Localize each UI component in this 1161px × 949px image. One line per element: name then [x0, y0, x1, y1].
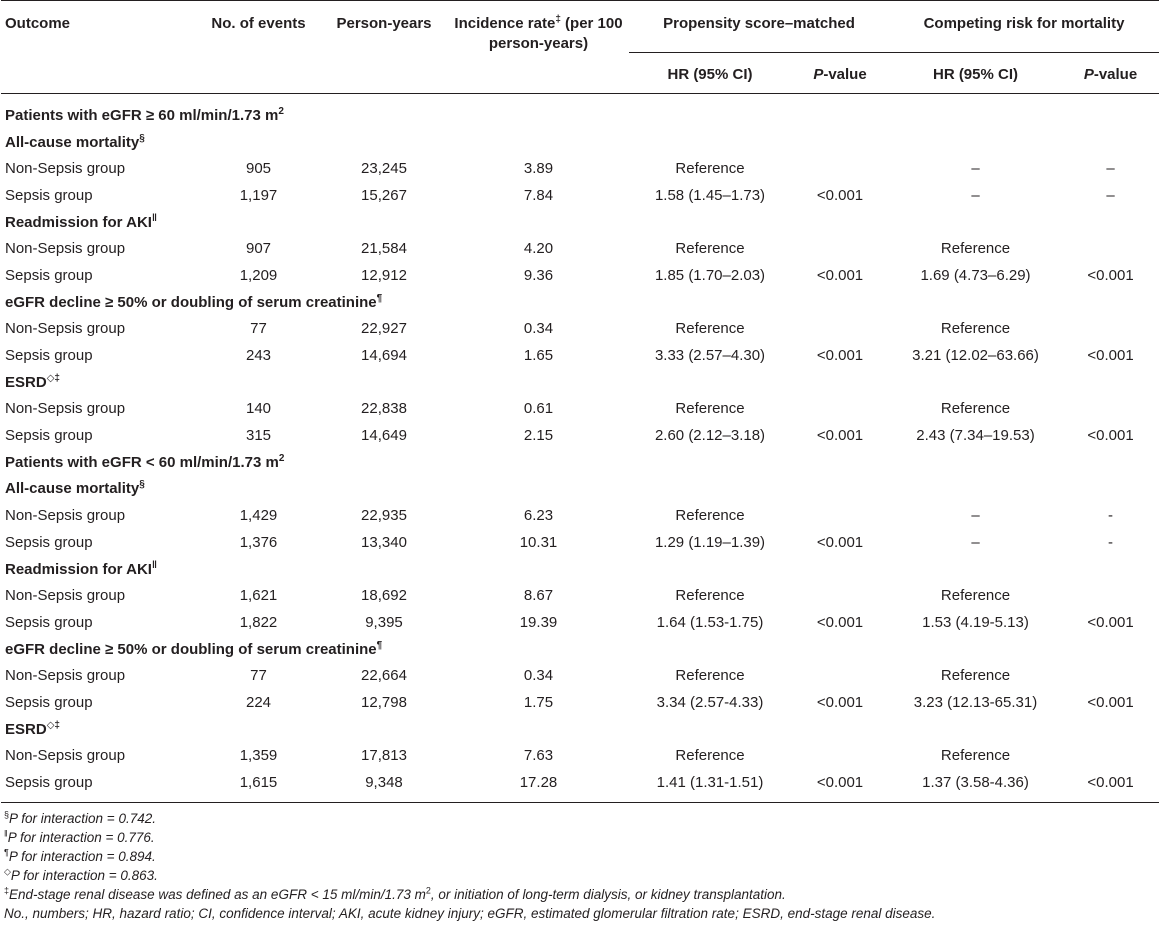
incidence-cell: 19.39 — [519, 613, 558, 631]
hr-crm-cell: Reference — [940, 747, 1011, 765]
p-crm-cell: – — [1106, 160, 1115, 178]
header-p-crm — [1062, 53, 1159, 94]
hr-crm-cell: 2.43 (7.34–19.53) — [916, 427, 1035, 445]
footnotes — [4, 809, 1161, 923]
person-years-cell: 9,348 — [320, 769, 448, 802]
table-body — [1, 94, 1159, 803]
table-row — [1, 422, 1159, 449]
header-outcome: Outcome — [5, 15, 71, 32]
hr-crm-cell: Reference — [940, 667, 1011, 685]
group-cell: Non-Sepsis group — [5, 587, 126, 605]
outcome-header-row — [1, 556, 1159, 583]
incidence-cell: 9.36 — [523, 266, 554, 284]
events-cell: 315 — [245, 427, 272, 445]
hr-psm-cell: Reference — [675, 667, 745, 685]
p-psm-cell — [791, 396, 889, 423]
hr-psm-cell: Reference — [675, 587, 745, 605]
hr-crm-cell: Reference — [940, 240, 1011, 258]
p-crm-cell: - — [1108, 533, 1113, 551]
p-crm-cell — [1062, 316, 1159, 343]
footnote-text: P for interaction = 0.776. — [7, 829, 155, 845]
group-cell: Sepsis group — [5, 186, 93, 204]
events-cell: 1,429 — [239, 507, 278, 525]
incidence-cell: 1.75 — [523, 693, 554, 711]
person-years-cell: 18,692 — [361, 587, 407, 605]
header-p-psm — [791, 53, 889, 94]
footnote-text: P for interaction = 0.863. — [10, 867, 158, 883]
header-incidence-suffix: (per 100 person-years) — [488, 15, 623, 52]
hr-crm-cell: 1.69 (4.73–6.29) — [920, 266, 1031, 284]
p-psm-cell: <0.001 — [816, 186, 864, 204]
hr-psm-cell: Reference — [675, 240, 745, 258]
hr-crm-cell: 1.37 (3.58-4.36) — [889, 769, 1062, 802]
footnote-text: No., numbers; HR, hazard ratio; CI, confidence interval; AKI, acute kidney injury; eGFR, estimated glomerular filtration rate; ESRD, end-stage renal disease. — [4, 905, 936, 921]
table-row — [1, 609, 1159, 636]
hr-psm-cell: 1.29 (1.19–1.39) — [654, 533, 766, 551]
outcome-title — [1, 369, 1159, 396]
header-incidence-mark: ‡ — [555, 14, 561, 25]
hr-psm-cell: 3.33 (2.57–4.30) — [654, 347, 766, 365]
outcome-header-row — [1, 716, 1159, 743]
table-row — [1, 662, 1159, 689]
p-psm-cell — [791, 743, 889, 770]
p-psm-cell — [791, 155, 889, 182]
section-title-text: Patients with eGFR ≥ 60 ml/min/1.73 m — [5, 106, 279, 124]
p-psm-cell: <0.001 — [816, 693, 864, 711]
footnote-sup: 2 — [425, 885, 431, 896]
incidence-cell: 17.28 — [448, 769, 629, 802]
events-cell: 1,209 — [239, 266, 278, 284]
events-cell: 907 — [245, 240, 272, 258]
outcome-mark: ‖ — [151, 212, 157, 224]
footnote — [4, 904, 1161, 923]
outcome-header-row — [1, 289, 1159, 316]
outcome-header-row — [1, 209, 1159, 236]
p-crm-cell — [1062, 396, 1159, 423]
group-cell: Sepsis group — [5, 347, 93, 365]
outcome-header-row — [1, 129, 1159, 156]
outcome-name: eGFR decline ≥ 50% or doubling of serum creatinine — [5, 640, 377, 658]
outcome-mark: § — [139, 132, 145, 144]
events-cell: 1,197 — [239, 186, 278, 204]
section-header-row — [1, 94, 1159, 129]
p-psm-cell: <0.001 — [816, 427, 864, 445]
group-cell: Non-Sepsis group — [5, 747, 126, 765]
p-psm-cell — [791, 502, 889, 529]
person-years-cell: 13,340 — [361, 533, 407, 551]
p-crm-cell: – — [1106, 186, 1115, 204]
p-crm-cell: <0.001 — [1087, 693, 1134, 711]
outcome-header-row — [1, 369, 1159, 396]
group-cell: Non-Sepsis group — [5, 507, 126, 525]
p-crm-cell — [1062, 235, 1159, 262]
hr-psm-cell: 1.64 (1.53-1.75) — [656, 613, 764, 631]
p-crm-cell: <0.001 — [1087, 427, 1134, 445]
incidence-cell: 4.20 — [523, 240, 554, 258]
hr-crm-cell: – — [971, 533, 980, 551]
group-cell: Non-Sepsis group — [5, 400, 126, 418]
group-cell: Sepsis group — [5, 613, 93, 631]
header-hr-crm: HR (95% CI) — [932, 66, 1018, 83]
footnote-text: P for interaction = 0.894. — [8, 848, 156, 864]
hr-psm-cell: 3.34 (2.57-4.33) — [656, 693, 764, 711]
header-psm: Propensity score–matched — [629, 1, 889, 53]
outcome-mark: ◇‡ — [46, 372, 60, 384]
p-psm-cell: <0.001 — [816, 613, 864, 631]
header-incidence — [448, 1, 629, 94]
p-psm-cell: <0.001 — [816, 533, 864, 551]
hr-psm-cell: Reference — [675, 507, 745, 525]
table-row — [1, 342, 1159, 369]
incidence-cell: 2.15 — [523, 427, 554, 445]
person-years-cell: 12,798 — [361, 693, 407, 711]
table-row — [1, 155, 1159, 182]
incidence-cell: 0.61 — [523, 400, 554, 418]
person-years-cell: 22,664 — [361, 667, 407, 685]
events-cell: 77 — [250, 320, 267, 338]
events-cell: 1,822 — [239, 613, 278, 631]
incidence-cell: 0.34 — [523, 320, 554, 338]
outcome-name: ESRD — [5, 720, 47, 738]
p-psm-cell — [791, 316, 889, 343]
outcome-title — [1, 209, 1159, 236]
footnote-mark: ◇ — [4, 866, 11, 877]
events-cell: 1,359 — [239, 747, 278, 765]
outcome-title — [1, 129, 1159, 156]
events-cell: 905 — [245, 160, 272, 178]
hr-psm-cell: Reference — [675, 160, 745, 178]
header-p-suffix: -value — [1093, 66, 1138, 83]
outcome-title — [1, 716, 1159, 743]
footnote — [4, 866, 1161, 885]
events-cell: 224 — [245, 693, 272, 711]
footnote — [4, 847, 1161, 866]
incidence-cell: 6.23 — [523, 507, 554, 525]
section-header-row — [1, 449, 1159, 476]
p-crm-cell — [1062, 743, 1159, 770]
group-cell: Sepsis group — [5, 427, 93, 445]
table-row — [1, 769, 1159, 802]
outcome-header-row — [1, 636, 1159, 663]
hr-psm-cell: 1.58 (1.45–1.73) — [654, 186, 766, 204]
hr-crm-cell: 3.23 (12.13-65.31) — [913, 693, 1038, 711]
header-hr-psm: HR (95% CI) — [667, 66, 753, 83]
footnote-text: End-stage renal disease was defined as an eGFR < 15 ml/min/1.73 m — [9, 886, 426, 902]
table-row — [1, 689, 1159, 716]
footnote-mark: ‖ — [4, 828, 8, 839]
header-incidence-label: Incidence rate — [454, 15, 556, 32]
group-cell: Sepsis group — [5, 693, 93, 711]
p-psm-cell — [791, 662, 889, 689]
footnote — [4, 885, 1161, 904]
hr-crm-cell: – — [971, 507, 980, 525]
group-cell: Non-Sepsis group — [5, 240, 126, 258]
p-psm-cell — [791, 582, 889, 609]
person-years-cell: 17,813 — [361, 747, 407, 765]
person-years-cell: 21,584 — [361, 240, 407, 258]
outcome-header-row — [1, 476, 1159, 503]
group-cell: Sepsis group — [5, 266, 93, 284]
hr-crm-cell: – — [971, 160, 980, 178]
person-years-cell: 9,395 — [365, 613, 403, 631]
person-years-cell: 14,649 — [361, 427, 407, 445]
outcome-mark: § — [139, 479, 145, 491]
results-table — [1, 0, 1159, 803]
outcome-name: ESRD — [5, 373, 47, 391]
hr-crm-cell: Reference — [940, 320, 1011, 338]
footnote — [4, 828, 1161, 847]
footnote-mark: ¶ — [4, 847, 9, 858]
table-row — [1, 396, 1159, 423]
table-row — [1, 182, 1159, 209]
section-title — [1, 94, 1159, 129]
p-psm-cell: <0.001 — [816, 347, 864, 365]
group-cell: Sepsis group — [5, 533, 93, 551]
outcome-name: eGFR decline ≥ 50% or doubling of serum creatinine — [5, 293, 377, 311]
p-psm-cell: <0.001 — [816, 266, 864, 284]
table-row — [1, 743, 1159, 770]
person-years-cell: 12,912 — [361, 266, 407, 284]
footnote — [4, 809, 1161, 828]
header-p-letter: P — [1083, 66, 1094, 83]
header-p-letter: P — [813, 66, 824, 83]
hr-crm-cell: – — [971, 186, 980, 204]
table-row — [1, 316, 1159, 343]
p-crm-cell: <0.001 — [1087, 613, 1134, 631]
events-cell: 1,376 — [239, 533, 278, 551]
header-events: No. of events — [211, 15, 306, 32]
incidence-cell: 1.65 — [523, 347, 554, 365]
outcome-name: All-cause mortality — [5, 133, 140, 151]
outcome-mark: ¶ — [376, 639, 383, 651]
section-title-text: Patients with eGFR < 60 ml/min/1.73 m — [5, 453, 279, 471]
table-row — [1, 582, 1159, 609]
outcome-mark: ◇‡ — [46, 719, 60, 731]
footnote-mark: ‡ — [4, 885, 10, 896]
person-years-cell: 22,838 — [361, 400, 407, 418]
group-cell: Non-Sepsis group — [5, 320, 126, 338]
events-cell: 1,621 — [239, 587, 278, 605]
incidence-cell: 7.63 — [523, 747, 554, 765]
table-row — [1, 502, 1159, 529]
outcome-title — [1, 289, 1159, 316]
footnote-text: P for interaction = 0.742. — [9, 810, 156, 826]
hr-psm-cell: 1.41 (1.31-1.51) — [629, 769, 791, 802]
p-crm-cell: - — [1108, 507, 1113, 525]
events-cell: 140 — [245, 400, 272, 418]
hr-psm-cell: Reference — [675, 320, 745, 338]
p-crm-cell — [1062, 582, 1159, 609]
hr-crm-cell: Reference — [940, 400, 1011, 418]
person-years-cell: 22,927 — [361, 320, 407, 338]
incidence-cell: 7.84 — [523, 186, 554, 204]
outcome-name: Readmission for AKI — [5, 560, 152, 578]
outcome-title — [1, 556, 1159, 583]
table-row — [1, 529, 1159, 556]
incidence-cell: 10.31 — [519, 533, 558, 551]
hr-psm-cell: 1.85 (1.70–2.03) — [654, 266, 766, 284]
p-crm-cell: <0.001 — [1062, 769, 1159, 802]
section-title-sup: 2 — [278, 105, 284, 117]
events-cell: 243 — [245, 347, 272, 365]
p-psm-cell — [791, 235, 889, 262]
events-cell: 77 — [250, 667, 267, 685]
table-row — [1, 262, 1159, 289]
header-person-years: Person-years — [336, 15, 432, 32]
incidence-cell: 0.34 — [523, 667, 554, 685]
header-p-suffix: -value — [823, 66, 867, 83]
incidence-cell: 8.67 — [523, 587, 554, 605]
hr-psm-cell: 2.60 (2.12–3.18) — [654, 427, 766, 445]
hr-psm-cell: Reference — [675, 747, 745, 765]
section-title — [1, 449, 1159, 476]
group-cell: Sepsis group — [1, 769, 197, 802]
hr-crm-cell: 1.53 (4.19-5.13) — [922, 613, 1029, 631]
person-years-cell: 23,245 — [361, 160, 407, 178]
footnote-tail: , or initiation of long-term dialysis, or kidney transplantation. — [430, 886, 786, 902]
events-cell: 1,615 — [197, 769, 320, 802]
footnote-mark: § — [4, 809, 10, 820]
outcome-mark: ‖ — [151, 559, 157, 571]
outcome-mark: ¶ — [376, 292, 383, 304]
p-psm-cell: <0.001 — [791, 769, 889, 802]
hr-psm-cell: Reference — [675, 400, 745, 418]
table-row — [1, 235, 1159, 262]
outcome-title — [1, 476, 1159, 503]
p-crm-cell — [1062, 662, 1159, 689]
outcome-title — [1, 636, 1159, 663]
p-crm-cell: <0.001 — [1087, 266, 1134, 284]
hr-crm-cell: Reference — [940, 587, 1011, 605]
header-crm: Competing risk for mortality — [889, 1, 1159, 53]
p-crm-cell: <0.001 — [1087, 347, 1134, 365]
person-years-cell: 22,935 — [361, 507, 407, 525]
section-title-sup: 2 — [278, 452, 285, 464]
group-cell: Non-Sepsis group — [5, 667, 126, 685]
outcome-name: All-cause mortality — [5, 480, 140, 498]
incidence-cell: 3.89 — [523, 160, 554, 178]
outcome-name: Readmission for AKI — [5, 213, 152, 231]
person-years-cell: 14,694 — [361, 347, 407, 365]
person-years-cell: 15,267 — [361, 186, 407, 204]
hr-crm-cell: 3.21 (12.02–63.66) — [912, 347, 1039, 365]
group-cell: Non-Sepsis group — [5, 160, 126, 178]
